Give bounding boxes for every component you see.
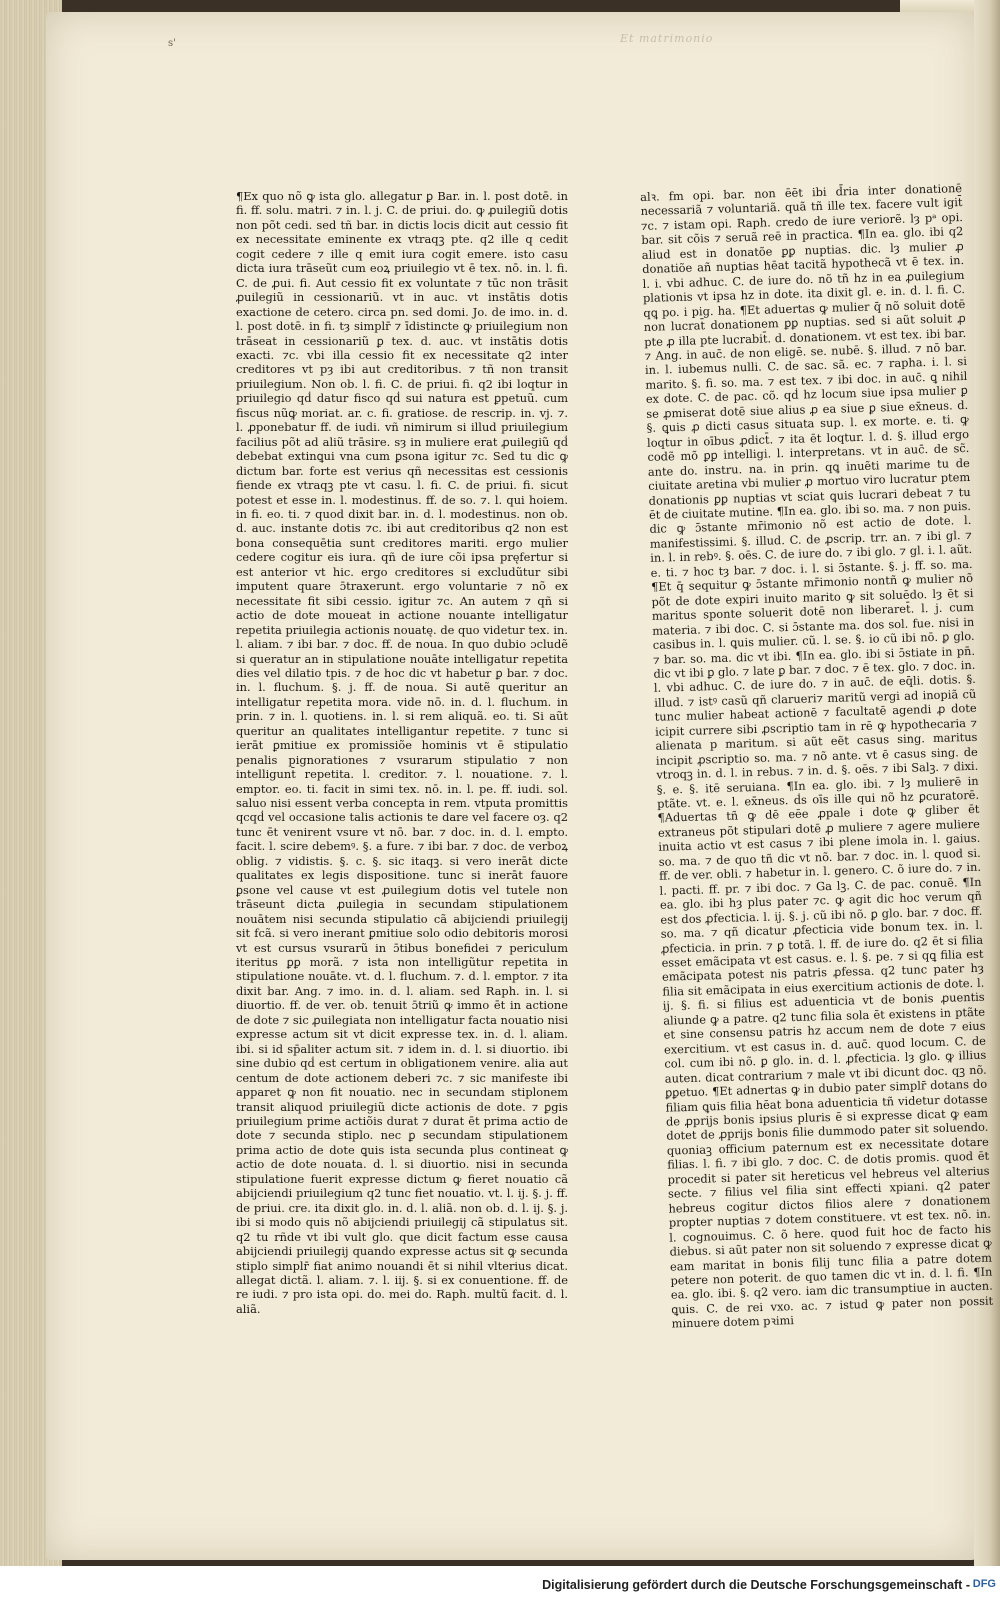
dfg-logo: DFG [972,1578,996,1590]
left-text-column [236,189,568,1316]
folio-mark: s' [168,38,176,49]
digitization-footer [0,1566,1000,1601]
right-column-text: alꝛ. fm opi. bar. non ēēt ibi d̄ria inter donationē necessariã ⁊ voluntariã. quã tñ ille tex. facere vult igit̄ ⁊c. ⁊ istam opi. Raph. credo de iure veriorẽ. lȝ pᵃ opi. bar. sit cõis ⁊ seruã reē in practica. ¶In ea. glo. ibi q2 aliud est in donatõe ꝑꝑ nuptias. dic. lȝ mulier ꝓ donatiõe añ nuptias hēat tacitã hypothecã vt ē tex. in. l. i. vbi adhuc. C. de iure do. nõ tñ hz in ea ꝓuilegium plationis vt ipsa hz in dote. ita dixit gl. e. in. d. l. fi. C. qꝗ po. i pig. ha. ¶Et aduertas ꝙ mulier q̄ nõ soluit dotē non lucrat̄ donationem ꝑꝑ nuptias. sed si aũt soluit ꝓ pte ꝓ illa pte lucrabit̄. d. donationem. vt est tex. ibi bar. ⁊ Ang. in auc̄. de non eligē. se. nubē. §. illud. ⁊ nō bar. in. l. iubemus nulli. C. de sac. sã. ec. ⁊ rapha. i. l. si marito. §. fi. so. ma. ⁊ est tex. ⁊ ibi doc. in auc̄. ꝗ nihil ex dote. C. de pac. cõ. qḋ hz locum siue ipsa mulier ꝑ se ꝓmiserat dotē siue alius ꝓ ea siue ꝑ siue ex̄neus. d. §. ꝗuis ꝓ dicti casus situata sup. l. ex morte. e. ti. ꝙ loqtur in oībus ꝓdict̄. ⁊ ita ēt loqtur. l. d. §. illud ergo codẽ mõ ꝑꝑ intelligi. l. interpretans. vt in auc̄. de sc̃. ante do. instru. na. in prin. qꝗ inuẽti marime tu de ciuitate aretina vbi mulier ꝓ mortuo viro lucratur ptem donationis ꝑꝑ nuptias vt sciat ꝗuis lucrari debeat ⁊ tu ēt de ciuitate mutine. ¶In ea. glo. ibi so. ma. ⁊ non puis. dic ꝙ ɔ̄stante mr̄imonio nõ est actio de dote. l. manifestissimi. §. illud. C. de ꝓscrip. trr. an. ⁊ ibi gl. ⁊ in. l. in rebꝰ. §. oēs. C. de iure do. ⁊ ibi glo. ⁊ gl. i. l. aũt. e. ti. ⁊ hoc tȝ bar. ⁊ doc. i. l. si ɔ̄stante. §. j. ff. so. ma. ¶Et q̄ sequitur ꝙ ɔ̄stante mr̄imonio nontñ ꝙ mulier nõ põt de dote expiri inuito marito ꝙ sit soluēdo. lȝ ēt si maritus sponte soluerit dotē non liberaret̄. l. j. cum materia. ⁊ ibi doc. C. si ɔ̄stante ma. dos sol. fue. nisi in casibus in. l. ꝗuis mulier. cũ. l. se. §. io cũ ibi nō. ꝑ glo. ⁊ bar. so. ma. dic vt ibi. ¶In ea. glo. ibi si ɔ̄stiate in pn̄. dic vt ibi ꝑ glo. ⁊ late ꝑ bar. ⁊ doc. ⁊ ē tex. glo. ⁊ doc. in. l. vbi adhuc. C. de iure do. ⁊ in auc̄. de eq̄li. dotis. §. illud. ⁊ istꝰ casũ qñ clarueri⁊ maritũ vergi ad inopiã cũ tunc mulier habeat actionē ⁊ facultatē agendi ꝓ dote icipit currere sibi ꝓscriptio tam in rē ꝙ hypothecaria ⁊ alienata p maritum. si aũt eẽt casus sing. maritus incipit ꝓscriptio so. ma. ⁊ nõ ante. vt ē casus sing. de vtroqꝫ in. d. l. in rebus. ⁊ in. d. §. oēs. ⁊ ibi Salꝫ. ⁊ dixi. §. e. §. itē seruiana. ¶In ea. glo. ibi. ⁊ lȝ mulierē in ptãte. vt. e. l. ex̄neus. ḋs oīs ille qui nõ hz ꝑcuratorē. ¶Aduertas tñ ꝙ dē eēe ꝓpale i dote ꝙ gliber ēt extraneus põt stipulari dotē ꝓ muliere ⁊ agere muliere inuita actio vt est casus ⁊ ibi plene imola in. l. gaius. so. ma. ⁊ de quo tñ dic vt nõ. bar. ⁊ doc. in. l. quod si. ff. de ver. obli. ⁊ habetur in. l. genero. C. õ iure do. ⁊ in. l. pacti. ff. pr. ⁊ ibi doc. ⁊ Ga lꝫ. C. de pac. conuẽ. ¶In ea. glo. ibi hȝ plus pater ⁊c. ꝙ agit dic hoc verum qñ est dos ꝓfecticia. l. ij. §. j. cũ ibi nõ. ꝑ glo. bar. ⁊ doc. ff. so. ma. ⁊ qñ dicatur ꝓfecticia vide bonum tex. in. l. ꝓfecticia. in prin. ⁊ ꝑ totã. l. ff. de iure do. q2 ēt si filia esset emãcipata vt est casus. e. l. §. pe. ⁊ si qꝗ filia est emãcipata potest nis patris ꝓfessa. q2 tunc pater hȝ filia sit emãcipata in eius exercitium actionis de dote. l. ij. §. fi. si filius est aduenticia vt de bonis ꝓuentis aliunde ꝙ a patre. q2 tunc filia sola ēt existens in ptãte et sine consensu patris hz accum nem de dote ⁊ eius exercitium. vt est casus in. d. auc̄. quod locum. C. de col. cum ibi nõ. ꝑ glo. in. d. l. ꝓfecticia. lȝ glo. ꝙ illius auten. dicat contrarium ⁊ male vt ibi dicunt doc. qꝫ nõ. ꝑꝑetuo. ¶Et adnertas ꝙ in dubio pater simplr̄ dotans do filiam ꝗuis filia hēat bona aduenticia tñ videtur dotasse de ꝓprijs bonis ipsius pluris ē si expresse dicat ꝙ eam dotet de ꝓprijs bonis filie dummodo pater sit soluendo. quoniaꝫ officium paternum est ex necessitate dotare filias. l. fi. ⁊ ibi glo. ⁊ doc. C. de dotis promis. quod ēt procedit si pater sit hereticus vel hebreus vel alterius secte. ⁊ filius vel filia sint effecti xpiani. q2 pater hebreus cogitur dictos filios alere ⁊ donationem propter nuptias ⁊ dotem constituere. vt est tex. nõ. in. l. cognouimus. C. õ here. quod fuit hoc de facto his diebus. si aũt pater non sit soluendo ⁊ expresse dicat ꝙ eam maritat in bonis filij tunc filia a patre dotem petere non poterit. de quo tamen dic vt in. d. l. fi. ¶In ea. glo. ibi. §. q2 vero. iam dic transumptiue in aucten. ꝗuis. C. de rei vxo. ac. ⁊ istud ꝙ pater non possit minuere dotem pꝛimi [640,181,994,1331]
running-head: Et matrimonio [620,32,714,45]
right-text-column [640,181,994,1331]
left-column-text: ¶Ex quo nõ ꝙ ista glo. allegatur ꝑ Bar. in. l. post dotē. in fi. ff. solu. matri. ⁊ in. l. j. C. de priui. do. ꝙ ꝓuilegiũ dotis non põt cedi. sed tñ bar. in dictis locis dicit aut cessio fit ex necessitate eminente ex vtraqꝫ pte. q2 ille q cedit cogit cedere ⁊ ille q emit iura cogit emere. isto casu dicta iura trāseũt cum eoꝝ priuilegio vt ē tex. nō. in. l. fi. C. de ꝓui. fi. Aut cessio fit ex voluntate ⁊ tūc non trāsit ꝓuilegiũ in cessionariũ. vt in auc. vt instātis dotis exactione de cetero. circa pn. sed domi. Jo. de imo. in. d. l. post dotē. in fi. tȝ simplr̄ ⁊ īdistincte ꝙ priuilegium non trāseat in cessionariũ ꝑ tex. d. auc. vt instātis dotis exacti. ⁊c. vbi illa cessio fit ex necessitate q2 inter creditores vt pȝ ibi aut creditoribus. ⁊ tñ non transit priuilegium. Non ob. l. fi. C. de priui. fi. q2 ibi loqtur in priuilegio qḋ datur fisco qḋ sui natura est ꝑpetuũ. cum fiscus nũꝙ moriat. ar. c. fi. gratiose. de rescrip. in. vj. ⁊. l. ꝓponebatur ff. de iudi. vñ nimirum si illud priuilegium facilius põt ad aliũ trāsire. sȝ in muliere erat ꝓuilegiũ qḋ debebat extinꝗui vna cum ꝑsona igitur ⁊c. Sed tu dic ꝙ dictum bar. forte est verius qñ necessitas est cessionis fiende ex vtraqꝫ pte vt casu. l. fi. C. de priui. fi. sicut potest et esse in. l. modestinus. ff. de so. ⁊. l. qui hoiem. in fi. eo. ti. ⁊ quod dixit bar. in. d. l. modestinus. non ob. d. auc. instante dotis ⁊c. ibi aut creditoribus q2 non est bona consequētia sunt creditores mariti. ergo mulier cedere cogitur eis iura. qñ de iure cõi ipsa pręfertur si est anterior vt hic. ergo creditores si excludũtur sibi imputent quare ɔ̄traxerunt. ergo voluntarie ⁊ nõ ex necessitate fit sibi cessio. igitur ⁊c. An autem ⁊ qñ si actio de dote moueat in actione nouante intelligatur repetita priuilegia actionis nouatę. de quo videtur tex. in. l. aliam. ⁊ ibi bar. ⁊ doc. ff. de noua. In quo dubio ɔcludẽ si queratur an in stipulatione nouāte intelligatur repetita dies vel dilatio tpis. ⁊ de hoc dic vt habetur ꝑ bar. ⁊ doc. in. l. fluchum. §. j. ff. de noua. Si autẽ queritur an intelligatur repetita mora. vide nō. in. d. l. fluchum. in prin. ⁊ in. l. quotiens. in. l. si rem aliquã. eo. ti. Si aũt queritur an qualitates intelligantur repetite. ⁊ tunc si ierāt ꝑmitiue ex promissiõe hominis vt ē stipulatio penalis pignorationes ⁊ vsurarum stipulatio ⁊ non intelligunt̄ repetita. l. creditor. ⁊. l. nouatione. ⁊. l. emptor. eo. ti. facit in simi tex. nō. in. l. pe. ff. iudi. sol. saluo nisi essent verba concepta in rem. vtputa promittis qcqḋ vel occasione talis actionis te dare vel facere oȝ. q2 tunc ēt venirent vsure vt nō. bar. ⁊ doc. in. d. l. empto. facit. l. scire debemꝰ. §. a fure. ⁊ ibi bar. ⁊ doc. de verboꝝ oblig. ⁊ vidistis. §. c. §. sic itaqꝫ. si vero inerāt dicte qualitates ex legis dispositione. tunc si inerāt fauore ꝑsone vel cause vt est ꝓuilegium dotis vel tutele non trāseunt dicta ꝓuilegia in secundam stipulationem nouātem nisi secunda stipulatio cã abijciendi priuilegij sit fcã. si vero inerant ꝑmitiue solo odio debitoris morosi vt est cursus vsurarũ in ɔ̄tibus bonefidei ⁊ periculum iteritus ꝑꝑ morã. ⁊ ista non intelligũtur repetita in stipulatione nouāte. vt. d. l. fluchum. ⁊. d. l. emptor. ⁊ ita dixit bar. Ang. ⁊ imo. in. d. l. aliam. sed Raph. in. l. si diuortio. ff. de ver. ob. tenuit ɔ̄triũ ꝙ immo ēt in actione de dote ⁊ sic ꝓuilegiata non intelligatur facta nouatio nisi expresse actum sit vt dicit expresse tex. in. d. l. aliam. ibi. si id sp̄aliter actum sit. ⁊ idem in. d. l. si diuortio. ibi sine dubio qḋ est certum in obligationem venire. alia aut centum de dote actionem deberi ⁊c. ⁊ sic manifeste ibi apparet ꝙ non fit nouatio. nec in secundam stiplonem transit aliquod priuilegiũ dicte actionis de dote. ⁊ ꝑgis priuilegium prime actiõis durat ⁊ durat ēt prima actio de dote ⁊ secunda stiplo. nec ꝑ secundam stipulationem prima actio de dote ꝗuis ista secunda plus contineat ꝙ actio de dote nouata. d. l. si diuortio. nisi in secunda stipulatione fuerit expresse dictum ꝙ fieret nouatio cã abijciendi priuilegium q2 tunc fiet nouatio. vt. l. ij. §. j. ff. de priui. cre. ita dixit glo. in. d. l. aliã. non ob. d. l. ij. §. j. ibi si modo quis nõ abijciendi priuilegij cã stipulatus sit. q2 tu rñde vt ibi vult glo. que dicit factum esse causa abijciendi priuilegij quando expresse actus sit ꝙ secunda stiplo simplr̄ fiat animo nouandi ēt si nihil vlterius dicat. allegat dictã. l. aliam. ⁊. l. iij. §. si ex conuentione. ff. de re iudi. ⁊ pro ista opi. do. mei do. Raph. multũ facit. d. l. aliã. [236,189,568,1316]
funding-credit: Digitalisierung gefördert durch die Deutsche Forschungsgemeinschaft - [542,1578,970,1592]
